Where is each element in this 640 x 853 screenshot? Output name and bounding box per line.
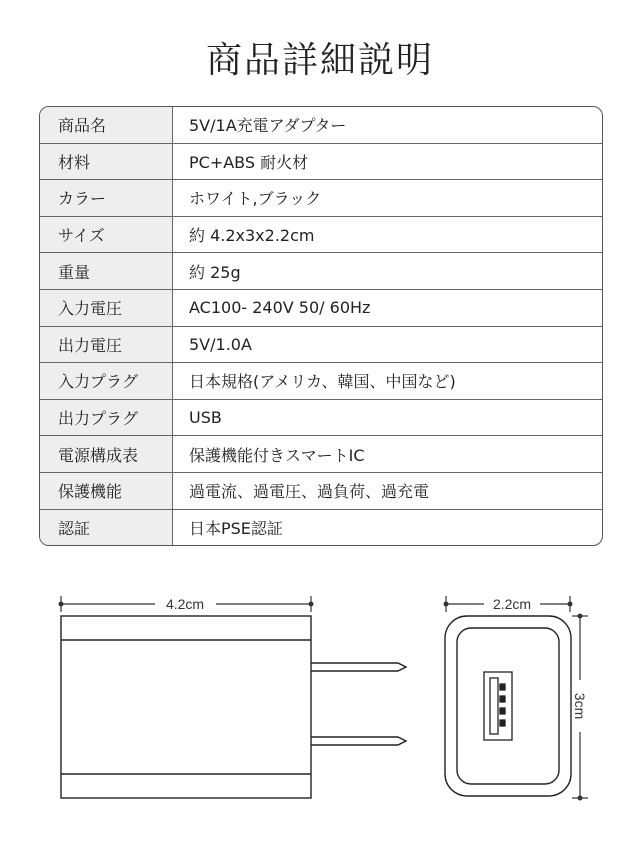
adapter-front-view: [445, 616, 571, 796]
spec-row: [40, 400, 602, 437]
spec-label: 重量: [40, 253, 173, 289]
spec-value: 約 4.2x3x2.2cm: [189, 226, 315, 246]
spec-value: 日本規格(アメリカ、韓国、中国など): [189, 372, 456, 392]
spec-row: [40, 217, 602, 254]
spec-value: 約 25g: [189, 262, 241, 282]
spec-label: 認証: [40, 510, 173, 546]
spec-row: [40, 363, 602, 400]
spec-value: 5V/1.0A: [189, 334, 252, 354]
spec-label: 入力電圧: [40, 290, 173, 326]
adapter-side-view: [61, 616, 311, 798]
spec-row: [40, 510, 602, 546]
spec-value: 保護機能付きスマートIC: [189, 445, 365, 465]
spec-label: カラー: [40, 180, 173, 216]
front-width-label: 2.2cm: [492, 596, 532, 612]
spec-row: [40, 107, 602, 144]
spec-label: 入力プラグ: [40, 363, 173, 399]
dimension-end-dot: [578, 614, 583, 619]
spec-value: AC100- 240V 50/ 60Hz: [189, 298, 371, 318]
spec-row: [40, 253, 602, 290]
spec-row: [40, 180, 602, 217]
page-title: 商品詳細説明: [205, 40, 434, 81]
spec-label: サイズ: [40, 217, 173, 253]
spec-table: [39, 106, 603, 546]
spec-label: 出力電圧: [40, 327, 173, 363]
spec-value: USB: [189, 408, 222, 428]
dimension-diagram: [0, 560, 640, 853]
spec-value: PC+ABS 耐火材: [189, 152, 309, 172]
dimension-end-dot: [59, 602, 64, 607]
spec-value: 5V/1A充電アダプター: [189, 116, 347, 136]
spec-row: [40, 144, 602, 181]
usb-port-icon: [484, 672, 512, 740]
dimension-end-dot: [568, 602, 573, 607]
side-width-label: 4.2cm: [165, 596, 205, 612]
spec-value: ホワイト,ブラック: [189, 189, 322, 209]
spec-label: 保護機能: [40, 473, 173, 509]
plug-prong-icon: [311, 663, 406, 745]
spec-row: [40, 327, 602, 364]
dimension-end-dot: [309, 602, 314, 607]
front-height-label: 3cm: [572, 692, 588, 720]
spec-label: 商品名: [40, 107, 173, 143]
spec-label: 材料: [40, 144, 173, 180]
spec-value: 過電流、過電圧、過負荷、過充電: [189, 482, 430, 502]
spec-row: [40, 290, 602, 327]
spec-label: 出力プラグ: [40, 400, 173, 436]
spec-row: [40, 473, 602, 510]
spec-label: 電源構成表: [40, 436, 173, 472]
spec-row: [40, 436, 602, 473]
spec-value: 日本PSE認証: [189, 518, 283, 538]
dimension-end-dot: [444, 602, 449, 607]
dimension-end-dot: [578, 796, 583, 801]
